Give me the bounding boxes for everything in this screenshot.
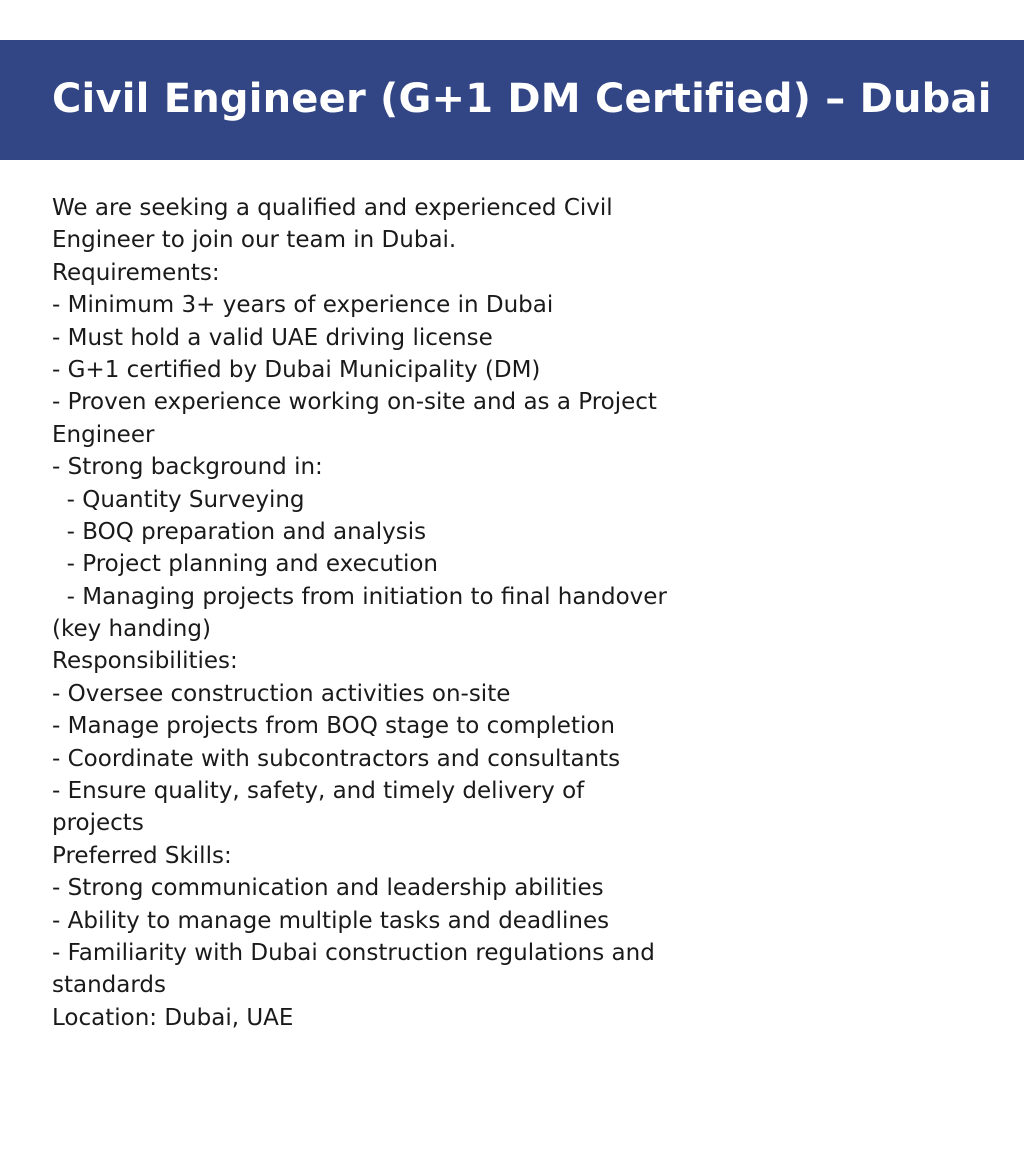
responsibilities-heading: Responsibilities: — [52, 648, 238, 675]
title-banner — [0, 40, 1024, 160]
skill-item: standards — [52, 972, 167, 999]
requirement-subitem: - Project planning and execution — [52, 551, 439, 578]
requirement-item: - Proven experience working on-site and as a Project — [52, 389, 657, 416]
requirement-item: - Minimum 3+ years of experience in Dubai — [52, 292, 554, 319]
job-description — [52, 192, 752, 1034]
requirement-subitem: - Managing projects from initiation to final handover — [52, 583, 667, 610]
responsibility-item: - Coordinate with subcontractors and consultants — [52, 745, 621, 772]
responsibility-item: - Ensure quality, safety, and timely delivery of — [52, 778, 585, 805]
requirements-heading: Requirements: — [52, 259, 220, 286]
requirement-item: - Must hold a valid UAE driving license — [52, 324, 493, 351]
skill-item: - Strong communication and leadership abilities — [52, 875, 604, 902]
requirement-subitem: - BOQ preparation and analysis — [52, 518, 427, 545]
requirement-subitem: (key handing) — [52, 616, 211, 643]
location-line: Location: Dubai, UAE — [52, 1004, 294, 1031]
responsibility-item: projects — [52, 810, 144, 837]
requirement-subitem: - Quantity Surveying — [52, 486, 305, 513]
skills-heading: Preferred Skills: — [52, 842, 232, 869]
responsibility-item: - Oversee construction activities on-site — [52, 680, 511, 707]
requirement-item: - Strong background in: — [52, 454, 323, 481]
page-title: Civil Engineer (G+1 DM Certified) – Dubai — [52, 76, 992, 122]
skill-item: - Familiarity with Dubai construction regulations and — [52, 939, 655, 966]
requirement-item: - G+1 certified by Dubai Municipality (DM) — [52, 356, 541, 383]
intro-line: Engineer to join our team in Dubai. — [52, 227, 457, 254]
responsibility-item: - Manage projects from BOQ stage to completion — [52, 713, 616, 740]
requirement-item: Engineer — [52, 421, 155, 448]
skill-item: - Ability to manage multiple tasks and deadlines — [52, 907, 610, 934]
intro-line: We are seeking a qualified and experienced Civil — [52, 195, 613, 221]
